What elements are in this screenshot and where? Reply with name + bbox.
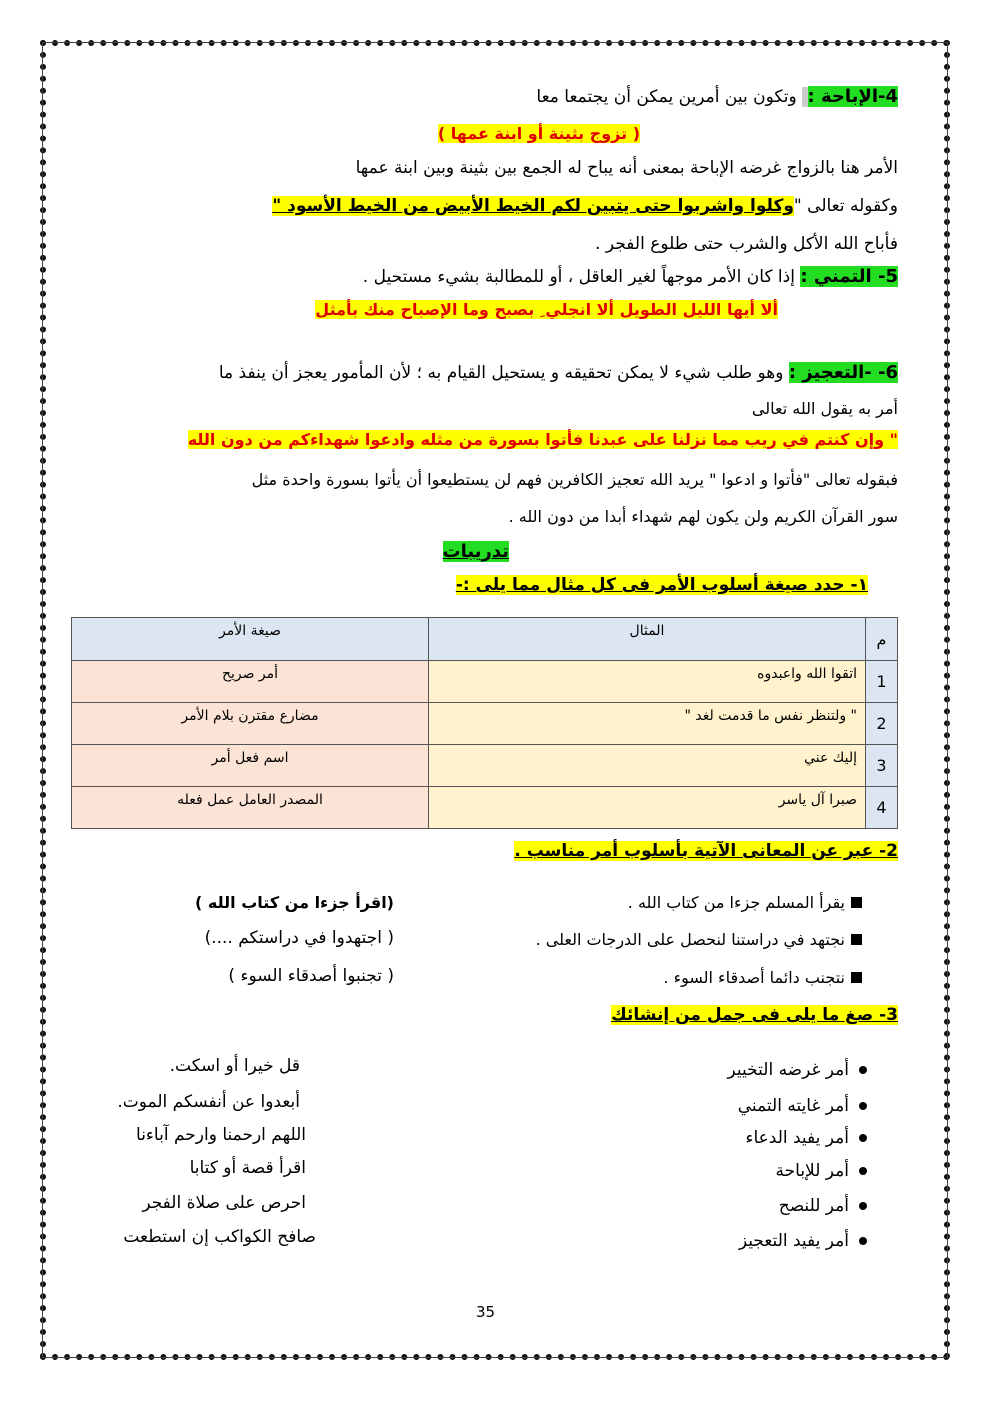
q3-item-answer: اللهم ارحمنا وارحم آباءنا: [136, 1125, 306, 1145]
section6-quote: " وإن كنتم في ريب مما نزلنا على عبدنا فأتوا بسورة من مثله وادعوا شهداءكم من دون الله: [187, 430, 898, 449]
q3-item-meaning: أمر غرضه التخيير: [728, 1060, 867, 1080]
section4-line3: فأباح الله الأكل والشرب حتى طلوع الفجر .: [595, 234, 898, 254]
q2-item-meaning: نجتهد في دراستنا لنحصل على الدرجات العلى .: [536, 930, 862, 949]
table-row: [72, 787, 898, 829]
exercise-q1: ١- حدد صيغة أسلوب الأمر فى كل مثال مما يلى :-: [455, 575, 868, 595]
section6-text: وهو طلب شيء لا يمكن تحقيقه و يستحيل القيام به ؛ لأن المأمور يعجز أن ينفذ ما: [218, 363, 784, 383]
table-header-row: [72, 618, 898, 661]
section4-line1: الأمر هنا بالزواج غرضه الإباحة بمعنى أنه يباح له الجمع بين بثينة وبين ابنة عمها: [355, 158, 898, 178]
section6-line2: أمر به يقول الله تعالى: [751, 399, 898, 418]
exercises-title: تدريبات: [442, 541, 509, 562]
q3-item-meaning: أمر للإباحة: [776, 1161, 867, 1181]
q3-item-meaning: أمر يفيد الدعاء: [745, 1128, 867, 1148]
bullet-icon: [859, 1102, 867, 1110]
row-form: أمر صريح: [72, 661, 429, 703]
section5-line: [363, 266, 898, 287]
section4-label: 4-الإباحة :: [807, 86, 898, 107]
section4-example: ( تزوج بثينة أو ابنة عمها ): [437, 124, 640, 143]
q3-item-meaning: أمر للنصح: [779, 1196, 867, 1216]
section5-text: إذا كان الأمر موجهاً لغير العاقل ، أو للمطالبة بشيء مستحيل .: [362, 267, 795, 287]
section5-label: 5- التمني :: [800, 266, 898, 287]
bullet-icon: [859, 1066, 867, 1074]
q3-item-meaning: أمر غايته التمني: [738, 1096, 867, 1116]
section6-line3: فبقوله تعالى "فأتوا و ادعوا " يريد الله تعجيز الكافرين فهم لن يستطيعوا أن يأتوا بسورة واحدة مثل: [251, 470, 898, 489]
square-bullet-icon: [851, 972, 862, 983]
q2-item-answer: (اقرأ جزءا من كتاب الله ): [195, 893, 394, 912]
q3-item-answer: اقرأ قصة أو كتابا: [189, 1158, 306, 1178]
section4-line: [536, 86, 898, 107]
exercise-table: [71, 617, 898, 829]
section5-example: ألا أيها الليل الطويل ألا انجلي ِ بصبح وما الإصباح منك بأمثل: [315, 300, 778, 319]
bullet-icon: [859, 1167, 867, 1175]
row-form: اسم فعل أمر: [72, 745, 429, 787]
row-example: صبرا آل ياسر: [429, 787, 866, 829]
row-num: 2: [866, 703, 898, 745]
section6-line4: سور القرآن الكريم ولن يكون لهم شهداء أبدا من دون الله .: [508, 507, 898, 526]
q2-item-answer: ( تجنبوا أصدقاء السوء ): [228, 966, 394, 986]
header-form: صيغة الأمر: [72, 618, 429, 661]
bullet-icon: [859, 1134, 867, 1142]
header-num: م: [866, 618, 898, 661]
section4-line2-prefix: وكقوله تعالى ": [793, 196, 898, 216]
bullet-icon: [859, 1202, 867, 1210]
row-example: اتقوا الله واعبدوه: [429, 661, 866, 703]
row-example: " ولتنظر نفس ما قدمت لغد ": [429, 703, 866, 745]
q3-item-answer: احرص على صلاة الفجر: [142, 1193, 306, 1213]
bullet-icon: [859, 1237, 867, 1245]
q3-item-answer: قل خيرا أو اسكت.: [169, 1056, 300, 1076]
q2-item-meaning: نتجنب دائما أصدقاء السوء .: [663, 968, 862, 987]
row-num: 1: [866, 661, 898, 703]
section6-label: 6- -التعجيز :: [788, 362, 898, 383]
header-example: المثال: [429, 618, 866, 661]
section4-text: وتكون بين أمرين يمكن أن يجتمعا معا: [536, 87, 797, 107]
q2-item-answer: ( اجتهدوا في دراستكم ....): [204, 928, 394, 948]
table-row: [72, 745, 898, 787]
square-bullet-icon: [851, 934, 862, 945]
row-form: مضارع مقترن بلام الأمر: [72, 703, 429, 745]
row-num: 3: [866, 745, 898, 787]
exercise-q2: 2- عبر عن المعانى الآتية بأسلوب أمر مناسب .: [514, 841, 898, 861]
row-example: إليك عني: [429, 745, 866, 787]
table-row: [72, 661, 898, 703]
square-bullet-icon: [851, 897, 862, 908]
row-num: 4: [866, 787, 898, 829]
q3-item-answer: أبعدوا عن أنفسكم الموت.: [117, 1092, 300, 1112]
q3-item-answer: صافح الكواكب إن استطعت: [123, 1227, 316, 1247]
q3-item-meaning: أمر يفيد التعجيز: [739, 1231, 867, 1251]
exercise-q3: 3- صغ ما يلى فى جمل من إنشائك: [611, 1005, 898, 1025]
row-form: المصدر العامل عمل فعله: [72, 787, 429, 829]
section4-quote: وكلوا واشربوا حتى يتبين لكم الخيط الأبيض من الخيط الأسود ": [272, 196, 794, 216]
section6-line1: [219, 362, 898, 383]
q2-item-meaning: يقرأ المسلم جزءا من كتاب الله .: [628, 893, 862, 912]
section4-line2: [272, 196, 898, 216]
page-number: 35: [476, 1303, 496, 1321]
table-row: [72, 703, 898, 745]
